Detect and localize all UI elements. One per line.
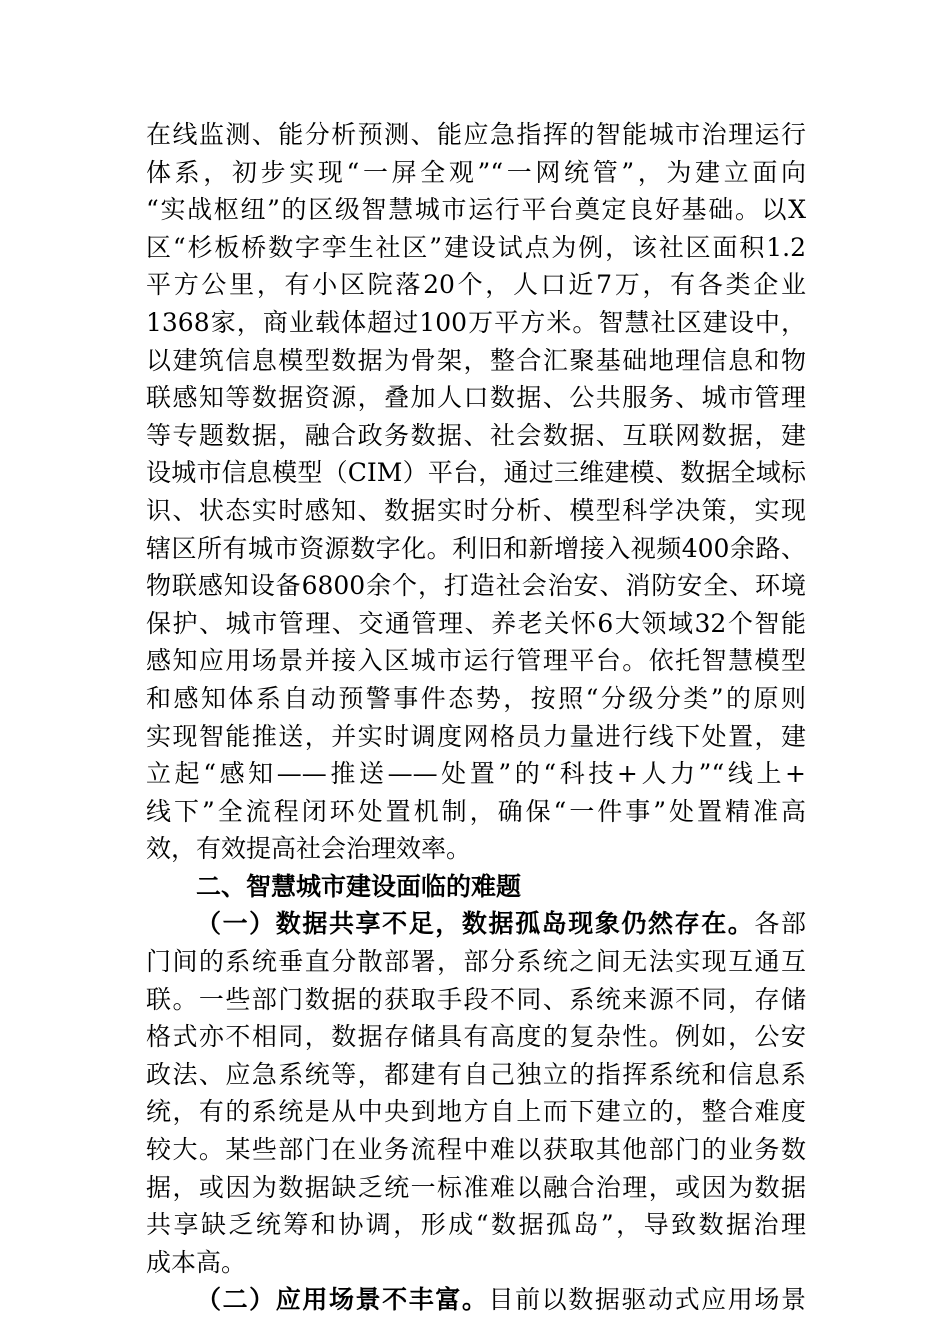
text-line: 较大。某些部门在业务流程中难以获取其他部门的业务数 (146, 1135, 806, 1165)
text-line: 区“杉板桥数字孪生社区”建设试点为例，该社区面积1.2 (146, 232, 806, 262)
text-line: 线下”全流程闭环处置机制，确保“一件事”处置精准高 (146, 796, 806, 826)
text-line: 平方公里，有小区院落20个，人口近7万，有各类企业 (146, 270, 806, 300)
text-line: 联。一些部门数据的获取手段不同、系统来源不同，存储 (146, 984, 806, 1014)
text-line: 保护、城市管理、交通管理、养老关怀6大领域32个智能 (146, 608, 806, 638)
text-line: 共享缺乏统筹和协调，形成“数据孤岛”，导致数据治理 (146, 1210, 806, 1240)
text-line: 统，有的系统是从中央到地方自上而下建立的，整合难度 (146, 1097, 806, 1127)
text-line: 设城市信息模型（CIM）平台，通过三维建模、数据全域标 (146, 458, 806, 488)
text-line: 政法、应急系统等，都建有自己独立的指挥系统和信息系 (146, 1059, 806, 1089)
text-line: 辖区所有城市资源数字化。利旧和新增接入视频400余路、 (146, 533, 806, 563)
section-heading: 二、智慧城市建设面临的难题 (196, 871, 522, 901)
text-line: 识、状态实时感知、数据实时分析、模型科学决策，实现 (146, 495, 806, 525)
text-line: 效，有效提高社会治理效率。 (146, 834, 472, 864)
text-line: 立起“感知——推送——处置”的“科技+人力”“线上+ (146, 759, 806, 789)
text-line: 体系，初步实现“一屏全观”“一网统管”，为建立面向 (146, 157, 806, 187)
text-line: 1368家，商业载体超过100万平方米。智慧社区建设中， (146, 307, 806, 337)
subsection-2-first-line (146, 1281, 806, 1319)
text-line: 联感知等数据资源，叠加人口数据、公共服务、城市管理 (146, 383, 806, 413)
text-line: 和感知体系自动预警事件态势，按照“分级分类”的原则 (146, 683, 806, 713)
text-line: 实现智能推送，并实时调度网格员力量进行线下处置，建 (146, 721, 806, 751)
text-line: 门间的系统垂直分散部署，部分系统之间无法实现互通互 (146, 947, 806, 977)
text-line: “实战枢纽”的区级智慧城市运行平台奠定良好基础。以X (146, 195, 806, 225)
text-line: 成本高。 (146, 1247, 247, 1277)
subsection-1-first-line (146, 905, 806, 943)
subsection-2-lead-text: 目前以数据驱动式应用场景 (488, 1285, 806, 1315)
subsection-2-title: （二）应用场景不丰富。 (196, 1285, 489, 1315)
subsection-1-title: （一）数据共享不足，数据孤岛现象仍然存在。 (196, 909, 755, 939)
text-line: 等专题数据，融合政务数据、社会数据、互联网数据，建 (146, 420, 806, 450)
paragraph-1 (146, 116, 806, 1319)
text-line: 据，或因为数据缺乏统一标准难以融合治理，或因为数据 (146, 1172, 806, 1202)
text-line: 以建筑信息模型数据为骨架，整合汇聚基础地理信息和物 (146, 345, 806, 375)
text-line: 格式亦不相同，数据存储具有高度的复杂性。例如，公安 (146, 1022, 806, 1052)
text-line: 物联感知设备6800余个，打造社会治安、消防安全、环境 (146, 571, 806, 601)
subsection-1-lead-text: 各部 (754, 909, 806, 939)
text-line: 感知应用场景并接入区城市运行管理平台。依托智慧模型 (146, 646, 806, 676)
text-line: 在线监测、能分析预测、能应急指挥的智能城市治理运行 (146, 120, 806, 149)
